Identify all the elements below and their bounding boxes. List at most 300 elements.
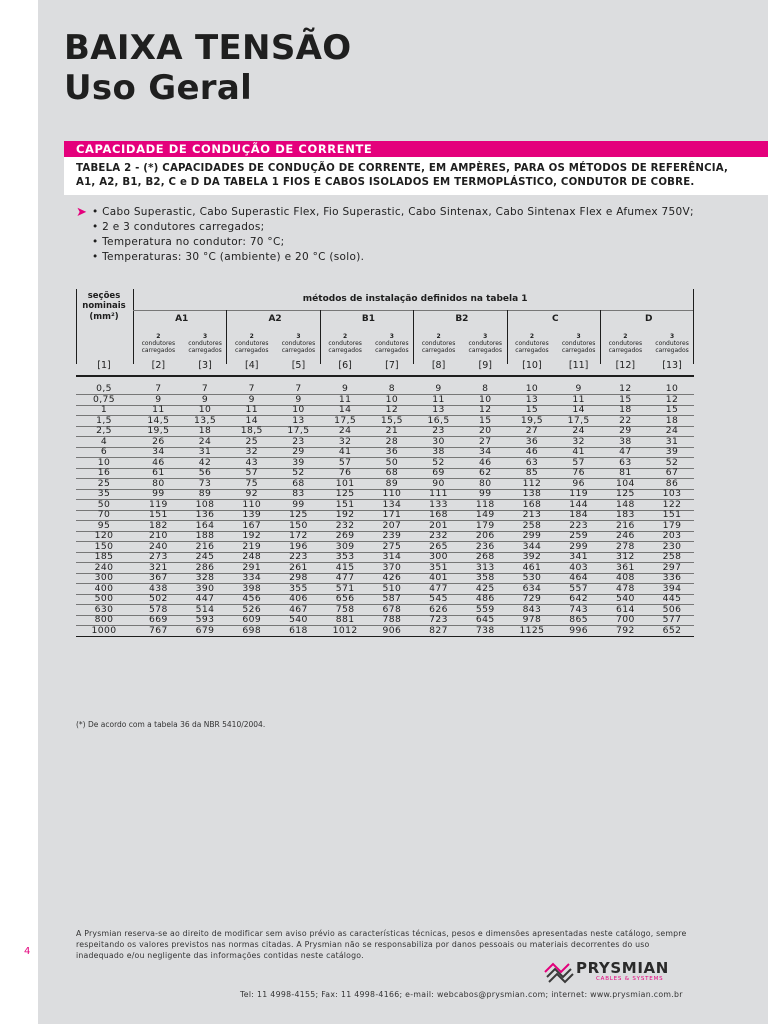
- ampacity-cell: 18: [619, 404, 632, 415]
- section-size-cell: 1000: [91, 624, 117, 636]
- title-line-2: Uso Geral: [64, 68, 253, 108]
- ampacity-cell: 10: [525, 383, 539, 394]
- ampacity-cell: 426: [382, 572, 402, 583]
- ampacity-cell: 881: [335, 614, 355, 625]
- ampacity-cell: 10: [385, 393, 399, 405]
- logo-subtitle: CABLES & SYSTEMS: [596, 976, 664, 982]
- column-index: [3]: [198, 360, 212, 371]
- header-conductors: condutores: [188, 340, 222, 347]
- ampacity-cell: 22: [619, 414, 632, 426]
- header-conductors: carregados: [328, 347, 362, 354]
- section-size-cell: 800: [94, 614, 114, 625]
- ampacity-cell: 28: [385, 435, 399, 447]
- ampacity-cell: 81: [619, 467, 632, 478]
- table-row: [76, 405, 694, 416]
- ampacity-cell: 12: [619, 383, 632, 394]
- ampacity-cell: 314: [382, 551, 402, 562]
- ampacity-cell: 370: [382, 561, 402, 573]
- table-row: [76, 626, 694, 637]
- ampacity-cell: 144: [569, 498, 589, 510]
- ampacity-cell: 168: [522, 498, 542, 510]
- ampacity-cell: 865: [569, 614, 589, 625]
- column-index: [12]: [615, 360, 636, 371]
- ampacity-cell: 13: [525, 393, 539, 405]
- ampacity-cell: 18,5: [240, 425, 263, 436]
- ampacity-cell: 179: [475, 519, 495, 531]
- ampacity-cell: 351: [429, 561, 448, 573]
- ampacity-cell: 39: [292, 456, 305, 468]
- ampacity-cell: 223: [289, 551, 308, 562]
- ampacity-cell: 843: [522, 603, 542, 615]
- ampacity-cell: 213: [522, 509, 542, 520]
- ampacity-cell: 464: [569, 572, 589, 583]
- ampacity-cell: 336: [662, 572, 682, 583]
- ampacity-cell: 80: [479, 477, 492, 489]
- ampacity-cell: 11: [152, 404, 165, 415]
- ampacity-cell: 24: [198, 435, 212, 447]
- ampacity-cell: 478: [615, 582, 635, 594]
- ampacity-cell: 20: [479, 425, 492, 436]
- ampacity-cell: 68: [292, 477, 305, 489]
- header-conductors: 3: [389, 333, 394, 340]
- ampacity-cell: 99: [479, 488, 492, 499]
- ampacity-cell: 645: [475, 614, 495, 625]
- section-size-cell: 6: [100, 446, 108, 457]
- ampacity-cell: 11: [338, 393, 352, 405]
- ampacity-cell: 192: [335, 509, 355, 520]
- ampacity-cell: 17,5: [334, 414, 357, 426]
- ampacity-cell: 15,5: [380, 414, 403, 426]
- header-conductors: carregados: [561, 347, 596, 354]
- table-row: [76, 437, 694, 448]
- ampacity-cell: 743: [569, 603, 589, 615]
- header-conductors: carregados: [421, 347, 456, 354]
- ampacity-cell: 18: [198, 425, 212, 436]
- ampacity-cell: 56: [198, 467, 212, 478]
- ampacity-cell: 46: [479, 456, 492, 468]
- prysmian-logo: [544, 958, 696, 986]
- section-size-cell: 300: [94, 572, 114, 583]
- ampacity-cell: 792: [615, 624, 635, 636]
- ampacity-cell: 27: [479, 435, 492, 447]
- ampacity-cell: 23: [432, 425, 445, 436]
- section-size-cell: 500: [94, 593, 114, 604]
- ampacity-cell: 906: [382, 624, 402, 636]
- table-row: [76, 458, 694, 469]
- ampacity-cell: 138: [522, 488, 542, 499]
- ampacity-cell: 122: [662, 498, 682, 510]
- ampacity-cell: 506: [662, 603, 682, 615]
- ampacity-cell: 139: [242, 509, 262, 520]
- ampacity-cell: 514: [195, 603, 215, 615]
- ampacity-cell: 1012: [332, 624, 358, 636]
- header-conductors: condutores: [281, 340, 316, 347]
- ampacity-cell: 593: [195, 614, 215, 625]
- ampacity-cell: 456: [242, 593, 262, 604]
- ampacity-cell: 223: [569, 519, 589, 531]
- ampacity-cell: 258: [662, 551, 682, 562]
- ampacity-cell: 788: [382, 614, 402, 625]
- ampacity-cell: 125: [289, 509, 308, 520]
- header-conductors: condutores: [421, 340, 456, 347]
- ampacity-cell: 57: [572, 456, 585, 468]
- ampacity-cell: 367: [148, 572, 168, 583]
- header-conductors: carregados: [235, 347, 269, 354]
- ampacity-cell: 642: [569, 593, 589, 604]
- section-size-cell: 25: [97, 477, 111, 489]
- ampacity-cell: 101: [335, 477, 355, 489]
- ampacity-cell: 401: [429, 572, 448, 583]
- section-size-cell: 16: [97, 467, 111, 478]
- ampacity-cell: 34: [479, 446, 492, 457]
- ampacity-cell: 477: [429, 582, 448, 594]
- ampacity-cell: 32: [338, 435, 352, 447]
- ampacity-cell: 7: [155, 383, 162, 394]
- ampacity-cell: 92: [245, 488, 258, 499]
- ampacity-cell: 239: [382, 530, 402, 541]
- header-conductors: condutores: [468, 340, 503, 347]
- ampacity-cell: 216: [195, 540, 215, 552]
- column-index: [6]: [338, 360, 352, 371]
- ampacity-cell: 321: [148, 561, 168, 573]
- ampacity-cell: 31: [198, 446, 212, 457]
- header-conductors: 2: [436, 333, 441, 340]
- section-size-cell: 35: [97, 488, 111, 499]
- header-method: A2: [268, 314, 282, 324]
- ampacity-cell: 90: [432, 477, 445, 489]
- ampacity-cell: 110: [242, 498, 262, 510]
- ampacity-cell: 184: [569, 509, 589, 520]
- section-size-cell: 120: [94, 530, 114, 541]
- header-sections: (mm²): [89, 312, 119, 322]
- ampacity-cell: 68: [385, 467, 399, 478]
- ampacity-cell: 9: [575, 383, 582, 394]
- ampacity-cell: 76: [338, 467, 352, 478]
- ampacity-cell: 201: [429, 519, 448, 531]
- ampacity-cell: 46: [525, 446, 539, 457]
- ampacity-cell: 8: [482, 383, 489, 394]
- ampacity-cell: 80: [152, 477, 165, 489]
- ampacity-cell: 183: [615, 509, 635, 520]
- ampacity-cell: 1125: [519, 624, 545, 636]
- ampacity-cell: 15: [619, 393, 632, 405]
- ampacity-cell: 729: [522, 593, 542, 604]
- ampacity-cell: 240: [148, 540, 168, 552]
- ampacity-cell: 236: [475, 540, 495, 552]
- ampacity-cell: 7: [248, 383, 255, 394]
- ampacity-cell: 286: [195, 561, 215, 573]
- table-row: [76, 573, 694, 584]
- ampacity-cell: 27: [525, 425, 539, 436]
- ampacity-cell: 445: [662, 593, 682, 604]
- ampacity-cell: 19,5: [147, 425, 170, 436]
- ampacity-cell: 299: [569, 540, 589, 552]
- header-conductors: carregados: [468, 347, 502, 354]
- section-size-cell: 0,75: [92, 393, 116, 405]
- ampacity-cell: 57: [245, 467, 258, 478]
- ampacity-cell: 14: [245, 414, 258, 426]
- ampacity-cell: 219: [242, 540, 262, 552]
- header-conductors: 2: [343, 333, 348, 340]
- header-method: B1: [361, 314, 376, 324]
- header-method: B2: [455, 314, 469, 324]
- header-conductors: carregados: [608, 347, 643, 354]
- ampacity-cell: 63: [619, 456, 632, 468]
- ampacity-cell: 248: [242, 551, 262, 562]
- ampacity-cell: 618: [289, 624, 308, 636]
- ampacity-cell: 125: [615, 488, 635, 499]
- ampacity-cell: 392: [522, 551, 542, 562]
- ampacity-cell: 63: [525, 456, 539, 468]
- bullet-item: • 2 e 3 condutores carregados;: [92, 221, 265, 233]
- table-divider: [133, 289, 134, 364]
- section-size-cell: 1: [100, 404, 108, 415]
- ampacity-cell: 467: [289, 603, 308, 615]
- table-row: [76, 426, 694, 437]
- section-size-cell: 185: [94, 551, 114, 562]
- ampacity-cell: 46: [152, 456, 165, 468]
- ampacity-cell: 188: [195, 530, 215, 541]
- ampacity-cell: 61: [152, 467, 165, 478]
- ampacity-cell: 313: [475, 561, 495, 573]
- section-size-cell: 4: [100, 435, 108, 447]
- ampacity-cell: 32: [572, 435, 585, 447]
- header-sections: seções: [87, 291, 121, 301]
- ampacity-cell: 328: [195, 572, 215, 583]
- ampacity-cell: 112: [522, 477, 542, 489]
- ampacity-cell: 136: [195, 509, 215, 520]
- ampacity-cell: 192: [242, 530, 262, 541]
- ampacity-cell: 679: [195, 624, 215, 636]
- header-bottom-rule: [76, 375, 694, 377]
- ampacity-cell: 609: [242, 614, 262, 625]
- ampacity-cell: 355: [289, 582, 308, 594]
- ampacity-cell: 67: [665, 467, 679, 478]
- ampacity-cell: 230: [662, 540, 682, 552]
- column-index: [13]: [662, 360, 682, 371]
- ampacity-cell: 15: [525, 404, 539, 415]
- bullet-item: • Cabo Superastic, Cabo Superastic Flex, Fio Superastic, Cabo Sintenax, Cabo Sintenax Flex e Afumex 750V;: [92, 206, 694, 218]
- bullet-list: [92, 205, 732, 265]
- ampacity-cell: 42: [198, 456, 212, 468]
- header-conductors: carregados: [141, 347, 176, 354]
- ampacity-cell: 278: [615, 540, 635, 552]
- section-size-cell: 240: [94, 561, 114, 573]
- ampacity-cell: 9: [248, 393, 255, 405]
- ampacity-cell: 32: [245, 446, 258, 457]
- ampacity-cell: 172: [289, 530, 308, 541]
- ampacity-cell: 57: [338, 456, 352, 468]
- ampacity-cell: 510: [382, 582, 402, 594]
- ampacity-cell: 41: [338, 446, 352, 457]
- footnote: (*) De acordo com a tabela 36 da NBR 5410/2004.: [76, 720, 266, 729]
- ampacity-cell: 110: [382, 488, 402, 499]
- ampacity-cell: 447: [195, 593, 215, 604]
- ampacity-cell: 196: [289, 540, 308, 552]
- ampacity-cell: 47: [619, 446, 632, 457]
- header-conductors: 3: [576, 333, 581, 340]
- ampacity-cell: 265: [429, 540, 448, 552]
- header-method: D: [644, 314, 653, 324]
- header-conductors: carregados: [515, 347, 549, 354]
- header-conductors: condutores: [608, 340, 643, 347]
- header-conductors: carregados: [281, 347, 316, 354]
- ampacity-cell: 545: [429, 593, 448, 604]
- ampacity-cell: 291: [242, 561, 262, 573]
- ampacity-cell: 24: [572, 425, 585, 436]
- ampacity-cell: 461: [522, 561, 542, 573]
- ampacity-cell: 273: [148, 551, 168, 562]
- ampacity-cell: 438: [148, 582, 168, 594]
- header-method: C: [551, 314, 559, 324]
- ampacity-cell: 41: [572, 446, 585, 457]
- ampacity-cell: 38: [619, 435, 632, 447]
- ampacity-cell: 334: [242, 572, 262, 583]
- section-size-cell: 1,5: [96, 414, 112, 426]
- ampacity-cell: 9: [201, 393, 209, 405]
- header-conductors: condutores: [655, 340, 689, 347]
- ampacity-cell: 406: [289, 593, 308, 604]
- ampacity-cell: 148: [615, 498, 635, 510]
- ampacity-cell: 151: [335, 498, 355, 510]
- ampacity-cell: 210: [148, 530, 168, 541]
- ampacity-cell: 19,5: [520, 414, 543, 426]
- ampacity-cell: 38: [432, 446, 445, 457]
- ampacity-cell: 344: [522, 540, 542, 552]
- ampacity-cell: 11: [572, 393, 585, 405]
- header-conductors: condutores: [561, 340, 596, 347]
- header-conductors: 3: [296, 333, 301, 340]
- header-conductors: 2: [156, 333, 161, 340]
- ampacity-cell: 669: [148, 614, 168, 625]
- ampacity-cell: 398: [242, 582, 262, 594]
- table-caption: TABELA 2 - (*) CAPACIDADES DE CONDUÇÃO DE CORRENTE, EM AMPÈRES, PARA OS MÉTODOS DE REFERÊNCIA, A1, A2, B1, B2, C e D DA TABELA 1 FIOS E CABOS ISOLADOS EM TERMOPLÁSTICO, CONDUTOR DE COBRE.: [76, 163, 729, 188]
- section-bar-label: CAPACIDADE DE CONDUÇÃO DE CORRENTE: [76, 142, 373, 156]
- ampacity-cell: 403: [569, 561, 589, 573]
- ampacity-cell: 394: [662, 582, 682, 594]
- ampacity-cell: 678: [382, 603, 402, 615]
- ampacity-cell: 13: [292, 414, 305, 426]
- ampacity-cell: 62: [479, 467, 492, 478]
- ampacity-cell: 14: [572, 404, 585, 415]
- ampacity-cell: 13: [432, 404, 445, 415]
- ampacity-cell: 8: [388, 383, 395, 394]
- ampacity-cell: 36: [385, 446, 399, 457]
- ampacity-cell: 11: [245, 404, 258, 415]
- page-number: 4: [24, 946, 31, 957]
- ampacity-cell: 36: [525, 435, 539, 447]
- ampacity-cell: 167: [242, 519, 262, 531]
- table-row: [76, 510, 694, 521]
- ampacity-cell: 268: [475, 551, 495, 562]
- ampacity-cell: 614: [615, 603, 635, 615]
- ampacity-cell: 182: [148, 519, 168, 531]
- table-row: [76, 447, 694, 458]
- bullet-item: • Temperaturas: 30 °C (ambiente) e 20 °C (solo).: [92, 251, 365, 263]
- ampacity-cell: 50: [385, 456, 399, 468]
- ampacity-cell: 559: [475, 603, 495, 615]
- ampacity-cell: 89: [385, 477, 399, 489]
- ampacity-cell: 168: [429, 509, 448, 520]
- header-conductors: condutores: [234, 340, 269, 347]
- table-row: [76, 594, 694, 605]
- ampacity-cell: 99: [292, 498, 305, 510]
- table-row: [76, 384, 694, 395]
- ampacity-cell: 502: [148, 593, 168, 604]
- table-row: [76, 395, 694, 406]
- header-conductors: carregados: [655, 347, 689, 354]
- ampacity-cell: 111: [429, 488, 448, 499]
- header-conductors: 2: [623, 333, 628, 340]
- ampacity-cell: 9: [155, 393, 162, 405]
- section-size-cell: 10: [97, 456, 111, 468]
- ampacity-cell: 73: [198, 477, 212, 489]
- header-conductors: condutores: [141, 340, 176, 347]
- header-conductors: 2: [529, 333, 535, 340]
- ampacity-cell: 358: [475, 572, 495, 583]
- ampacity-cell: 577: [662, 614, 682, 625]
- column-index: [7]: [385, 360, 399, 371]
- ampacity-cell: 12: [385, 404, 399, 415]
- ampacity-cell: 25: [245, 435, 258, 447]
- ampacity-cell: 312: [615, 551, 635, 562]
- ampacity-cell: 758: [335, 603, 355, 615]
- ampacity-cell: 408: [615, 572, 635, 583]
- ampacity-cell: 652: [662, 624, 682, 636]
- column-index: [4]: [245, 360, 259, 371]
- ampacity-cell: 39: [665, 446, 679, 457]
- ampacity-cell: 52: [665, 456, 679, 468]
- ampacity-cell: 96: [572, 477, 585, 489]
- ampacity-cell: 29: [292, 446, 305, 457]
- column-index: [8]: [431, 360, 446, 371]
- ampacity-cell: 258: [522, 519, 542, 531]
- ampacity-cell: 245: [195, 551, 215, 562]
- ampacity-cell: 75: [245, 477, 258, 489]
- ampacity-cell: 118: [475, 498, 495, 510]
- ampacity-cell: 151: [662, 509, 682, 520]
- header-method: A1: [175, 314, 189, 324]
- ampacity-cell: 89: [198, 488, 212, 499]
- header-conductors: 3: [483, 333, 488, 340]
- ampacity-cell: 12: [665, 393, 679, 405]
- ampacity-cell: 571: [335, 582, 355, 594]
- ampacity-cell: 341: [569, 551, 589, 562]
- ampacity-cell: 7: [201, 383, 209, 394]
- ampacity-cell: 587: [382, 593, 402, 604]
- ampacity-cell: 103: [662, 488, 682, 499]
- ampacity-cell: 207: [382, 519, 402, 531]
- ampacity-cell: 24: [665, 425, 679, 436]
- ampacity-cell: 149: [475, 509, 495, 520]
- ampacity-cell: 827: [429, 624, 448, 636]
- ampacity-cell: 15: [479, 414, 492, 426]
- column-index: [2]: [151, 360, 166, 371]
- ampacity-cell: 7: [295, 383, 302, 394]
- section-size-cell: 50: [97, 498, 111, 510]
- ampacity-cell: 978: [522, 614, 542, 625]
- title-line-1: BAIXA TENSÃO: [64, 28, 352, 68]
- table-row: [76, 468, 694, 479]
- ampacity-cell: 125: [335, 488, 355, 499]
- ampacity-cell: 24: [338, 425, 352, 436]
- table-row: [76, 615, 694, 626]
- ampacity-cell: 43: [245, 456, 258, 468]
- ampacity-cell: 21: [385, 425, 399, 436]
- ampacity-cell: 23: [292, 435, 305, 447]
- ampacity-cell: 700: [615, 614, 635, 625]
- ampacity-cell: 361: [615, 561, 635, 573]
